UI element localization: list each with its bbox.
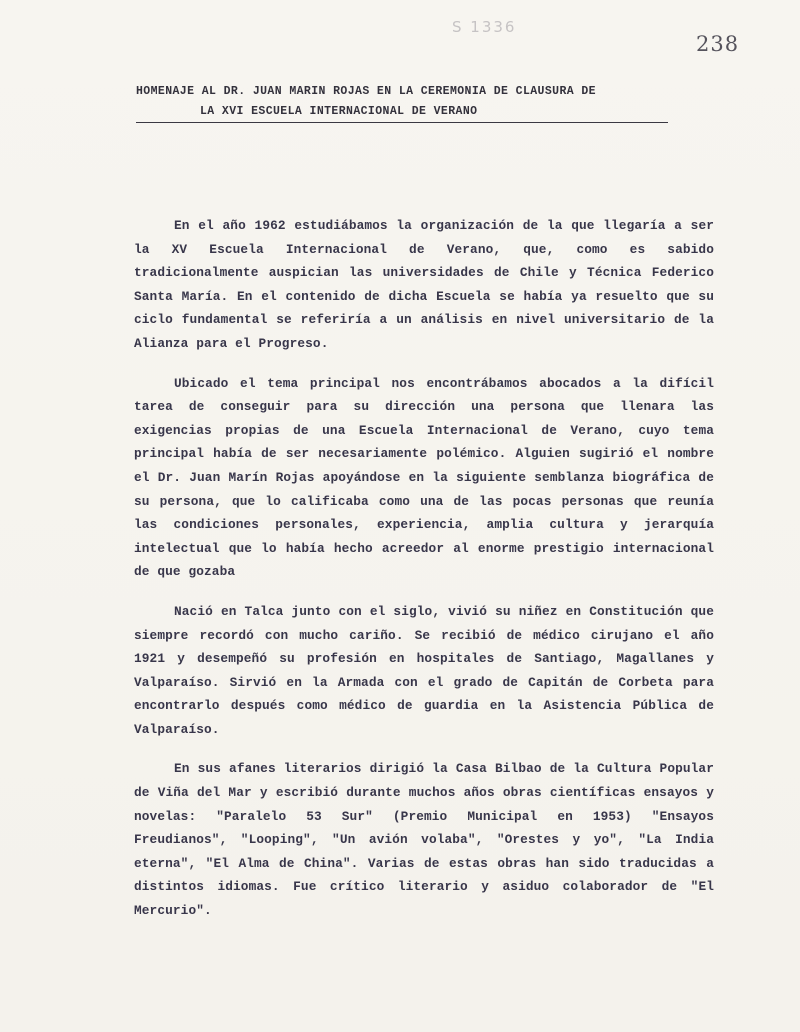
document-heading (136, 82, 676, 123)
page-number: 238 (696, 32, 740, 56)
paragraph-2: Ubicado el tema principal nos encontrábamos abocados a la difícil tarea de conseguir para su dirección una persona que llenara las exigencias propias de una Escuela Internacional de Verano, cuyo tema principal había de ser necesariamente polémico. Alguien sugirió el nombre el Dr. Juan Marín Rojas apoyándose en la siguiente semblanza biográfica de su persona, que lo calificaba como una de las pocas personas que reunía las condiciones personales, experiencia, amplia cultura y jerarquía intelectual que lo había hecho acreedor al enorme prestigio internacional de que gozaba (134, 375, 714, 580)
paragraph-4: En sus afanes literarios dirigió la Casa Bilbao de la Cultura Popular de Viña del Mar y escribió durante muchos años obras científicas ensayos y novelas: "Paralelo 53 Sur" (Premio Municipal en 1953) "Ensayos Freudianos", "Looping", "Un avión volaba", "Orestes y yo", "La India eterna", "El Alma de China". Varias de estas obras han sido traducidas a distintos idiomas. Fue crítico literario y asiduo colaborador de "El Mercurio". (134, 761, 714, 919)
document-body (134, 214, 714, 939)
paragraph-3: Nació en Talca junto con el siglo, vivió su niñez en Constitución que siempre recordó con mucho cariño. Se recibió de médico cirujano el año 1921 y desempeñó su profesión en hospitales de Santiago, Magallanes y Valparaíso. Sirvió en la Armada con el grado de Capitán de Corbeta para encontrarlo después como médico de guardia en la Asistencia Pública de Valparaíso. (134, 603, 714, 737)
archive-mark: S 1336 (452, 18, 517, 36)
paragraph-1: En el año 1962 estudiábamos la organización de la que llegaría a ser la XV Escuela Internacional de Verano, que, como es sabido tradicionalmente auspician las universidades de Chile y Técnica Federico Santa María. En el contenido de dicha Escuela se había ya resuelto que su ciclo fundamental se referiría a un análisis en nivel universitario de la Alianza para el Progreso. (134, 218, 714, 351)
heading-line-1: HOMENAJE AL DR. JUAN MARIN ROJAS EN LA CEREMONIA DE CLAUSURA DE (136, 85, 596, 98)
heading-line-2: LA XVI ESCUELA INTERNACIONAL DE VERANO (136, 102, 668, 123)
